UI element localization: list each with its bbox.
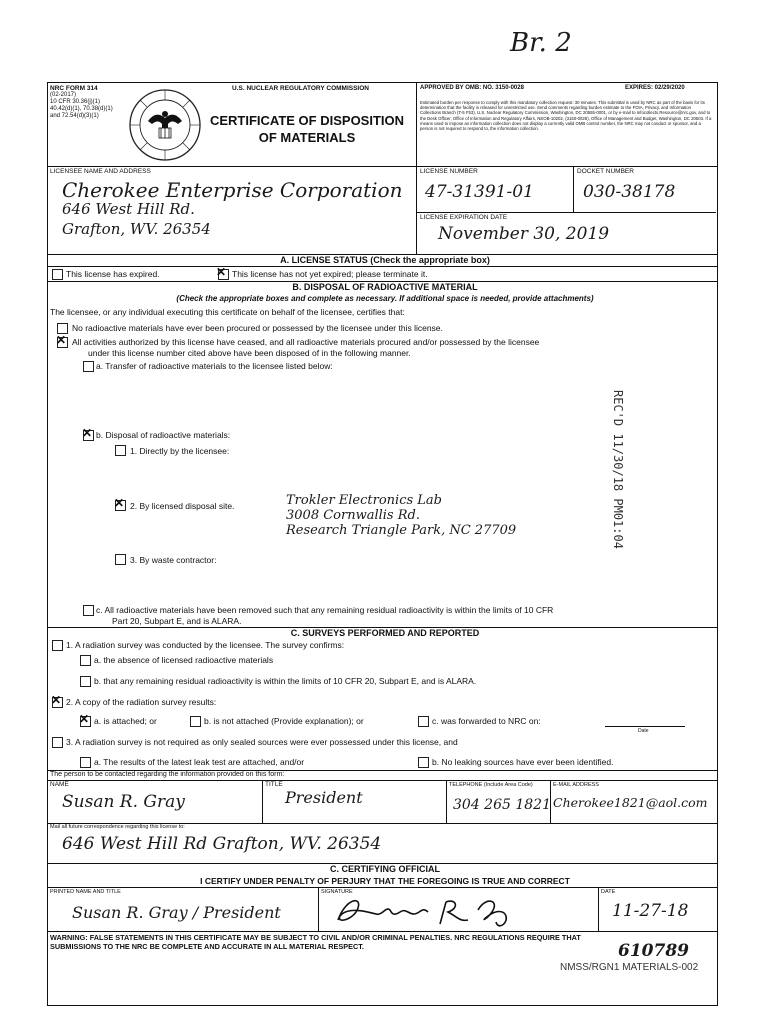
not-attached-option: b. is not attached (Provide explanation); or	[204, 716, 364, 726]
leak-test-checkbox[interactable]	[80, 757, 91, 768]
check-mark: ✕	[114, 496, 125, 510]
transfer-checkbox[interactable]	[83, 361, 94, 372]
section-b-intro: The licensee, or any individual executing this certificate on behalf of the licensee, certifies that:	[50, 307, 405, 317]
docket-number: 030-38178	[583, 182, 676, 202]
section-b-subheading: (Check the appropriate boxes and complete as necessary. If additional space is needed, provide attachments)	[176, 294, 594, 303]
direct-disposal-option: 1. Directly by the licensee:	[130, 446, 230, 456]
contact-email: Cherokee1821@aol.com	[553, 795, 708, 810]
received-stamp: REC'D 11/30/18 PM01:04	[611, 390, 625, 549]
contact-heading: The person to be contacted regarding the information provided on this form:	[50, 771, 285, 778]
absence-checkbox[interactable]	[80, 655, 91, 666]
licensee-city: Grafton, WV. 26354	[62, 220, 211, 238]
check-mark: ✕	[216, 265, 227, 279]
check-mark: ✕	[56, 333, 67, 347]
nrc-seal-logo	[128, 88, 202, 162]
cfr-ref: 40.42(d)(1), 70.38(d)(1)	[50, 106, 113, 112]
section-b-heading: B. DISPOSAL OF RADIOACTIVE MATERIAL	[292, 282, 478, 292]
agency-name: U.S. NUCLEAR REGULATORY COMMISSION	[232, 85, 369, 92]
license-number-label: LICENSE NUMBER	[420, 168, 478, 175]
form-revision: (02-2017)	[50, 92, 77, 98]
survey-conducted-text: 1. A radiation survey was conducted by the licensee. The survey confirms:	[66, 640, 345, 650]
licensee-name: Cherokee Enterprise Corporation	[62, 178, 403, 202]
licensee-street: 646 West Hill Rd.	[62, 200, 195, 218]
removed-option: c. All radioactive materials have been removed such that any remaining residual radioactivity is within the limits of 10 CFR	[96, 605, 554, 615]
check-mark: ✕	[79, 712, 90, 726]
mailing-address: 646 West Hill Rd Grafton, WV. 26354	[62, 834, 382, 854]
no-leaks-option: b. No leaking sources have ever been identified.	[432, 757, 614, 767]
handwritten-annotation: Br. 2	[510, 28, 572, 58]
cfr-ref: and 72.54(d)(3)(1)	[50, 113, 99, 119]
licensed-site-option: 2. By licensed disposal site.	[130, 501, 235, 511]
date-label: DATE	[601, 889, 616, 895]
survey-conducted-checkbox[interactable]	[52, 640, 63, 651]
residual-option: b. that any remaining residual radioactivity is within the limits of 10 CFR 20, Subpart E, and is ALARA.	[94, 676, 477, 686]
mail-label: Mail all future correspondence regarding this license to:	[50, 824, 185, 830]
burden-statement: Estimated burden per response to comply with this mandatory collection request: 30 minutes. This submittal is used by NRC as part of the basis for its determination that the facility is released for unrestricted use. Send comments regarding burden estimate to the FOIA, Privacy, and Information Collections Branch (T-5 F53), U.S. Nuclear Regulatory Commission, Washington, DC 20555-0001, or by e-mail to Infocollects.Resource@nrc.gov, and to the Desk Officer, Office of Information and Regulatory Affairs, NEOB-10202, (3150-0028), Office of Management and Budget, Washington, DC 20503. If a means used to impose an information collection does not display a currently valid OMB control number, the NRC may not conduct or sponsor, and a person is not required to respond to, the information collection.	[420, 100, 712, 132]
contact-name-label: NAME	[50, 781, 69, 788]
section-c-heading: C. SURVEYS PERFORMED AND REPORTED	[290, 628, 480, 638]
contact-name: Susan R. Gray	[62, 792, 185, 812]
sealed-sources-text: 3. A radiation survey is not required as only sealed sources were ever possessed under this license, and	[66, 737, 458, 747]
no-leaks-checkbox[interactable]	[418, 757, 429, 768]
not-attached-checkbox[interactable]	[190, 716, 201, 727]
cfr-ref: 10 CFR 30.36(j)(1)	[50, 99, 101, 105]
section-a-heading: A. LICENSE STATUS (Check the appropriate box)	[280, 255, 490, 265]
item-2-text-cont: under this license number cited above have been disposed of in the following manner.	[88, 348, 411, 358]
expiration-date: EXPIRES: 02/29/2020	[625, 85, 685, 91]
certifying-date: 11-27-18	[612, 901, 689, 921]
direct-disposal-checkbox[interactable]	[115, 445, 126, 456]
check-mark: ✕	[51, 693, 62, 707]
license-number: 47-31391-01	[425, 182, 534, 202]
disposal-site-name: Trokler Electronics Lab	[286, 493, 442, 508]
omb-number: APPROVED BY OMB: NO. 3150-0028	[420, 85, 524, 91]
residual-checkbox[interactable]	[80, 676, 91, 687]
removed-option-cont: Part 20, Subpart E, and is ALARA.	[112, 616, 242, 626]
leak-test-option: a. The results of the latest leak test are attached, and/or	[94, 757, 305, 767]
certification-statement: I CERTIFY UNDER PENALTY OF PERJURY THAT THE FOREGOING IS TRUE AND CORRECT	[200, 876, 570, 886]
signature	[328, 892, 518, 932]
expiration-label: LICENSE EXPIRATION DATE	[420, 214, 508, 221]
date-label: Date	[638, 728, 649, 734]
warning-text: WARNING: FALSE STATEMENTS IN THIS CERTIFICATE MAY BE SUBJECT TO CIVIL AND/OR CRIMINAL PENALTIES. NRC REGULATIONS REQUIRE THAT	[50, 933, 581, 942]
item-2-text: All activities authorized by this license have ceased, and all radioactive materials procured and/or possessed by the licensee	[72, 337, 540, 347]
expired-option: This license has expired.	[66, 269, 160, 279]
expired-checkbox[interactable]	[52, 269, 63, 280]
form-title: CERTIFICATE OF DISPOSITION	[209, 113, 405, 128]
footer-label: NMSS/RGN1 MATERIALS-002	[560, 962, 699, 973]
disposal-option: b. Disposal of radioactive materials:	[96, 430, 231, 440]
transfer-option: a. Transfer of radioactive materials to the licensee listed below:	[96, 361, 333, 371]
sealed-sources-checkbox[interactable]	[52, 737, 63, 748]
forwarded-checkbox[interactable]	[418, 716, 429, 727]
contact-title-label: TITLE	[265, 781, 283, 788]
waste-contractor-checkbox[interactable]	[115, 554, 126, 565]
disposal-site-street: 3008 Cornwallis Rd.	[286, 508, 420, 523]
not-expired-option: This license has not yet expired; please terminate it.	[232, 269, 428, 279]
printed-name-label: PRINTED NAME AND TITLE	[50, 889, 121, 895]
document-number: 610789	[618, 941, 689, 961]
absence-option: a. the absence of licensed radioactive materials	[94, 655, 274, 665]
signature-label: SIGNATURE	[321, 889, 353, 895]
certifying-heading: C. CERTIFYING OFFICIAL	[330, 864, 440, 874]
removed-checkbox[interactable]	[83, 605, 94, 616]
warning-text-cont: SUBMISSIONS TO THE NRC BE COMPLETE AND ACCURATE IN ALL MATERIAL RESPECT.	[50, 942, 364, 951]
form-number: NRC FORM 314	[50, 85, 98, 92]
contact-title: President	[285, 788, 363, 807]
check-mark: ✕	[82, 426, 93, 440]
contact-phone: 304 265 1821	[453, 797, 551, 813]
form-title-line2: OF MATERIALS	[258, 130, 356, 145]
phone-label: TELEPHONE (Include Area Code)	[449, 782, 533, 788]
printed-name: Susan R. Gray / President	[72, 903, 281, 922]
attached-option: a. is attached; or	[94, 716, 157, 726]
survey-copy-text: 2. A copy of the radiation survey results:	[66, 697, 217, 707]
item-1-text: No radioactive materials have ever been procured or possessed by the licensee under this license.	[72, 323, 443, 333]
docket-label: DOCKET NUMBER	[577, 168, 634, 175]
forwarded-option: c. was forwarded to NRC on:	[432, 716, 541, 726]
license-expiration: November 30, 2019	[438, 224, 610, 244]
disposal-site-city: Research Triangle Park, NC 27709	[286, 523, 517, 538]
email-label: E-MAIL ADDRESS	[553, 782, 599, 788]
licensee-label: LICENSEE NAME AND ADDRESS	[50, 168, 151, 175]
waste-contractor-option: 3. By waste contractor:	[130, 555, 217, 565]
